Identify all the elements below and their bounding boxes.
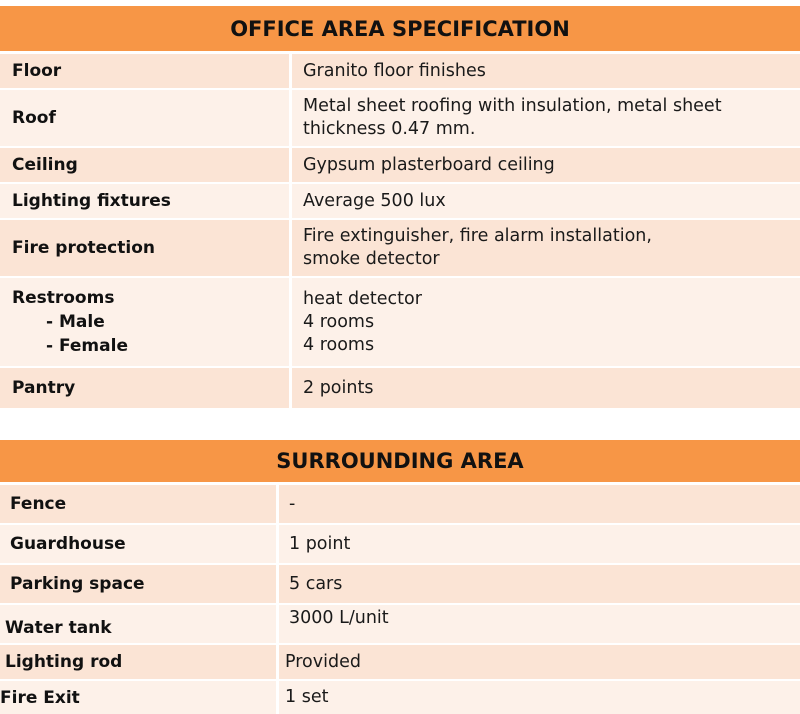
table-row-ceiling bbox=[0, 148, 800, 182]
restrooms-male-label: - Male bbox=[46, 312, 105, 332]
fence-label: Fence bbox=[0, 485, 276, 523]
fence-value: - bbox=[276, 485, 800, 523]
table-row-fire-exit bbox=[0, 681, 800, 714]
table-row-fire-protection bbox=[0, 220, 800, 276]
lighting-rod-label: Lighting rod bbox=[0, 645, 276, 679]
parking-space-value: 5 cars bbox=[276, 565, 800, 603]
fire-protection-value-line: Fire extinguisher, fire alarm installation, bbox=[303, 226, 652, 246]
restrooms-value-line: 4 rooms bbox=[303, 312, 375, 332]
office-area-title-text: OFFICE AREA SPECIFICATION bbox=[230, 16, 570, 41]
restrooms-female-label: - Female bbox=[46, 336, 128, 356]
lighting-rod-value: Provided bbox=[276, 645, 800, 679]
table-row-parking-space bbox=[0, 565, 800, 603]
parking-space-label: Parking space bbox=[0, 565, 276, 603]
table-row-lighting-rod bbox=[0, 645, 800, 679]
ceiling-label: Ceiling bbox=[0, 148, 289, 182]
guardhouse-value: 1 point bbox=[276, 525, 800, 563]
restrooms-label bbox=[0, 278, 289, 366]
ceiling-value: Gypsum plasterboard ceiling bbox=[289, 148, 800, 182]
office-area-title bbox=[0, 6, 800, 51]
fire-exit-value: 1 set bbox=[276, 681, 800, 714]
table-row-water-tank bbox=[0, 605, 800, 643]
table-row-roof bbox=[0, 90, 800, 146]
floor-label: Floor bbox=[0, 54, 289, 88]
pantry-value: 2 points bbox=[289, 368, 800, 408]
water-tank-value: 3000 L/unit bbox=[276, 605, 800, 643]
fire-protection-value bbox=[289, 220, 800, 276]
restrooms-value-line: 4 rooms bbox=[303, 335, 375, 355]
table-row-pantry bbox=[0, 368, 800, 408]
restrooms-value-line: heat detector bbox=[303, 289, 422, 309]
fire-protection-label: Fire protection bbox=[0, 220, 289, 276]
surrounding-area-title-text: SURROUNDING AREA bbox=[276, 449, 524, 473]
table-row-guardhouse bbox=[0, 525, 800, 563]
table-row-floor bbox=[0, 54, 800, 88]
table-row-restrooms bbox=[0, 278, 800, 366]
table-row-fence bbox=[0, 485, 800, 523]
pantry-label: Pantry bbox=[0, 368, 289, 408]
floor-value: Granito floor finishes bbox=[289, 54, 800, 88]
table-row-lighting-fixtures bbox=[0, 184, 800, 218]
guardhouse-label: Guardhouse bbox=[0, 525, 276, 563]
roof-label: Roof bbox=[0, 90, 289, 146]
fire-protection-value-line: smoke detector bbox=[303, 249, 440, 269]
water-tank-label: Water tank bbox=[0, 605, 276, 643]
lighting-fixtures-label: Lighting fixtures bbox=[0, 184, 289, 218]
lighting-fixtures-value: Average 500 lux bbox=[289, 184, 800, 218]
roof-value bbox=[289, 90, 800, 146]
restrooms-title: Restrooms bbox=[12, 288, 115, 308]
fire-exit-label: Fire Exit bbox=[0, 681, 276, 714]
roof-value-line: thickness 0.47 mm. bbox=[303, 119, 476, 139]
roof-value-line: Metal sheet roofing with insulation, metal sheet bbox=[303, 96, 722, 116]
surrounding-area-title bbox=[0, 440, 800, 482]
restrooms-value bbox=[289, 278, 800, 366]
